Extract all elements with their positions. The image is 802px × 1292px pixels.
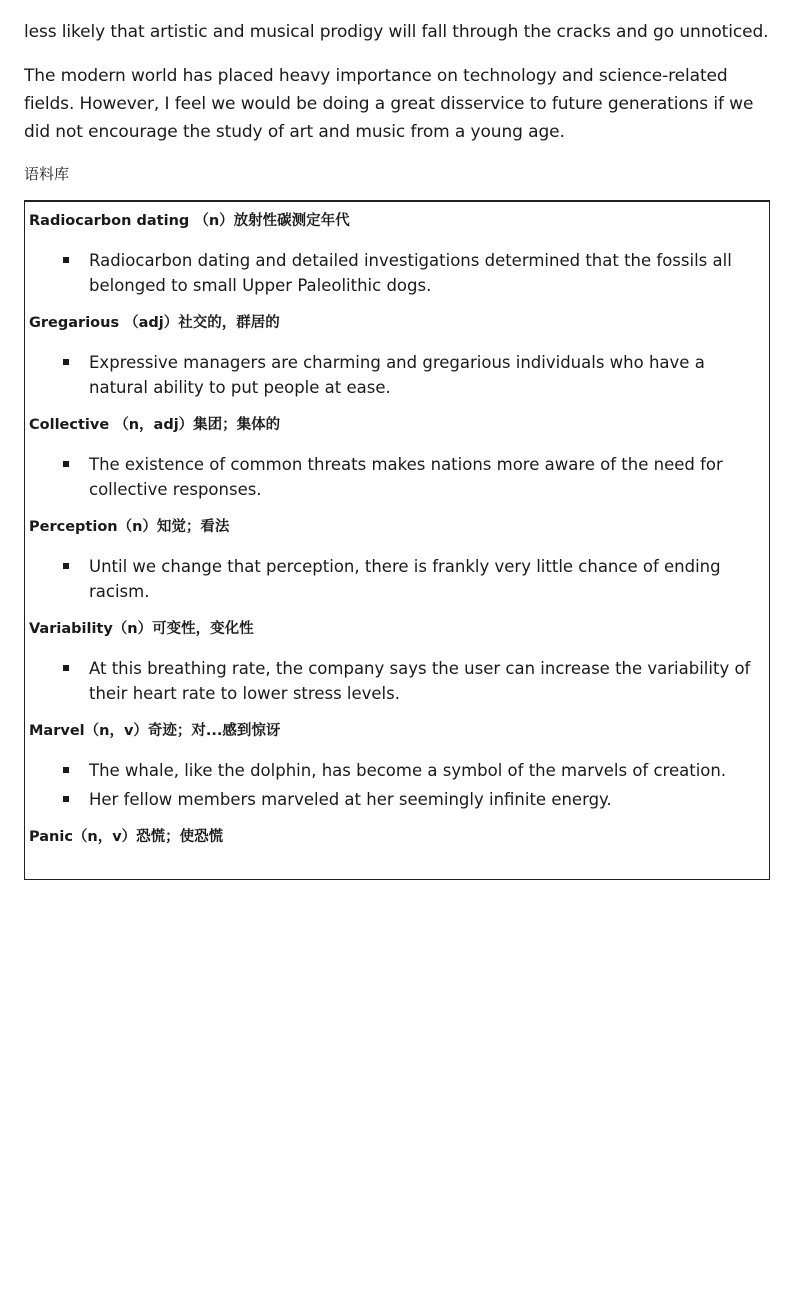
bullet-square-icon xyxy=(63,767,69,773)
vocab-example-text: The existence of common threats makes nations more aware of the need for collective responses. xyxy=(89,455,723,499)
paragraph: less likely that artistic and musical prodigy will fall through the cracks and go unnoticed. xyxy=(24,22,769,42)
corpus-label: 语料库 xyxy=(24,165,70,183)
vocab-example-list xyxy=(25,452,769,502)
vocab-example xyxy=(25,656,769,706)
vocab-example-list xyxy=(25,350,769,400)
vocab-example xyxy=(25,248,769,298)
vocab-entry-heading: Variability（n）可变性，变化性 xyxy=(29,621,254,637)
bullet-square-icon xyxy=(63,257,69,263)
vocab-example-list xyxy=(25,554,769,604)
vocab-example-text: The whale, like the dolphin, has become a symbol of the marvels of creation. xyxy=(89,761,727,780)
bullet-square-icon xyxy=(63,359,69,365)
vocab-example xyxy=(25,452,769,502)
vocab-example-list xyxy=(25,248,769,298)
vocab-entry-heading: Perception（n）知觉；看法 xyxy=(29,519,230,535)
vocab-example-text: At this breathing rate, the company says the user can increase the variability of their heart rate to lower stress levels. xyxy=(89,659,751,703)
bullet-square-icon xyxy=(63,563,69,569)
bullet-square-icon xyxy=(63,796,69,802)
vocab-entry-heading: Radiocarbon dating （n）放射性碳测定年代 xyxy=(29,213,350,229)
vocabulary-table xyxy=(24,200,770,880)
vocab-example-list xyxy=(25,656,769,706)
vocab-entry-heading: Gregarious （adj）社交的，群居的 xyxy=(29,315,280,331)
vocab-example xyxy=(25,350,769,400)
vocab-example-text: Her fellow members marveled at her seemingly infinite energy. xyxy=(89,790,612,809)
vocab-example-text: Until we change that perception, there is frankly very little chance of ending racism. xyxy=(89,557,721,601)
paragraph: The modern world has placed heavy importance on technology and science-related fields. However, I feel we would be doing a great disservice to future generations if we did not encourage the study of art and music from a young age. xyxy=(24,66,754,142)
vocab-example-text: Expressive managers are charming and gregarious individuals who have a natural ability to put people at ease. xyxy=(89,353,705,397)
vocab-entry-heading: Marvel（n，v）奇迹；对...感到惊讶 xyxy=(29,723,281,739)
vocab-entry-heading: Collective （n，adj）集团；集体的 xyxy=(29,417,281,433)
vocab-example xyxy=(25,787,769,812)
vocab-example-list xyxy=(25,758,769,812)
vocab-example-text: Radiocarbon dating and detailed investigations determined that the fossils all belonged to small Upper Paleolithic dogs. xyxy=(89,251,732,295)
vocab-entry-heading: Panic（n，v）恐慌；使恐慌 xyxy=(29,829,224,845)
bullet-square-icon xyxy=(63,665,69,671)
vocab-example xyxy=(25,758,769,783)
bullet-square-icon xyxy=(63,461,69,467)
vocab-example xyxy=(25,554,769,604)
